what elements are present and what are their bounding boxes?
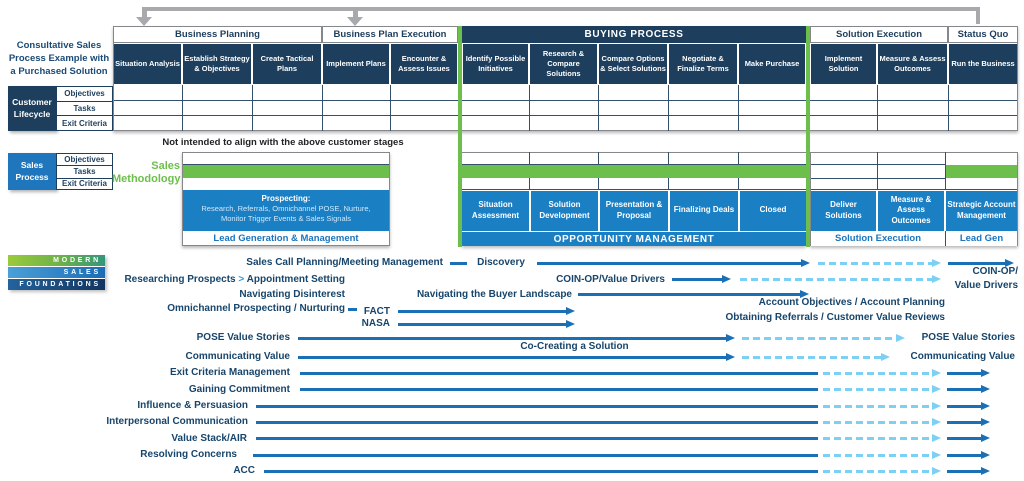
- methodology-green-band: [183, 165, 389, 178]
- arrow-line: [298, 356, 726, 359]
- arrowhead-icon: [881, 353, 890, 361]
- col-run-the-business: Run the Business: [949, 44, 1017, 84]
- label-appointment-setting: Appointment Setting: [246, 273, 345, 285]
- arrow-line: [947, 421, 981, 424]
- arrow-dashed-line: [823, 470, 932, 473]
- arrow-line: [947, 470, 981, 473]
- lead-gen-footer: Lead Gen: [946, 231, 1017, 246]
- arrow-dashed-line: [823, 421, 932, 424]
- col-divider: [322, 85, 323, 131]
- arrow-line: [947, 372, 981, 375]
- modern-sales-foundations-logo: [8, 255, 105, 290]
- arrow-line: [947, 454, 981, 457]
- label-exit-criteria-management: Exit Criteria Management: [169, 367, 290, 378]
- bracket-bar: [142, 7, 980, 11]
- cell-solution-development: Solution Development: [531, 191, 598, 231]
- label-navigating-disinterest: Navigating Disinterest: [239, 288, 345, 300]
- group-business-planning: Business Planning: [113, 26, 322, 43]
- arrow-dashed-line: [823, 437, 932, 440]
- cell-deliver-solutions: Deliver Solutions: [811, 191, 876, 231]
- bracket-arrow-down-icon: [347, 17, 363, 26]
- arrow-line: [300, 388, 818, 391]
- arrowhead-icon: [722, 275, 731, 283]
- sales-methodology-label: Sales Methodology: [112, 160, 181, 185]
- col-divider: [877, 85, 878, 131]
- label-value-stack-air: Value Stack/AIR: [171, 432, 247, 444]
- row-divider: [811, 178, 945, 179]
- col-divider: [529, 85, 530, 131]
- label-obtaining-referrals: Obtaining Referrals / Customer Value Reviews: [725, 312, 945, 323]
- arrow-dashed-line: [818, 262, 932, 265]
- col-research-compare-solutions: Research & Compare Solutions: [530, 44, 597, 84]
- col-divider: [252, 85, 253, 131]
- opportunity-management-banner: OPPORTUNITY MANAGEMENT: [462, 232, 806, 246]
- col-divider: [948, 85, 949, 131]
- lead-generation-footer: Lead Generation & Management: [183, 231, 389, 245]
- cell-strategic-account-management: Strategic Account Management: [946, 191, 1017, 231]
- group-business-plan-execution: Business Plan Execution: [322, 26, 458, 43]
- label-acc: ACC: [233, 465, 255, 476]
- arrowhead-icon: [566, 320, 575, 328]
- bracket-arrow-down-icon: [136, 17, 152, 26]
- cell-measure-assess-outcomes: Measure & Assess Outcomes: [878, 191, 944, 231]
- label-account-objectives: Account Objectives / Account Planning: [758, 297, 945, 308]
- arrow-line: [300, 372, 818, 375]
- cell-situation-assessment: Situation Assessment: [462, 191, 529, 231]
- arrow-line: [537, 262, 801, 265]
- customer-lifecycle-label: Customer Lifecycle: [12, 97, 52, 119]
- arrowhead-icon: [932, 369, 941, 377]
- col-implement-solution: Implement Solution: [811, 44, 876, 84]
- arrow-dashed-line: [742, 356, 881, 359]
- arrow-line: [256, 405, 818, 408]
- label-pose-value-stories-left: POSE Value Stories: [196, 332, 290, 343]
- arrowhead-icon: [896, 334, 905, 342]
- label-discovery: Discovery: [477, 257, 525, 268]
- methodology-green-band: [462, 165, 806, 178]
- prospecting-line1: Research, Referrals, Omnichannel POSE, Nurture,: [201, 204, 371, 213]
- arrowhead-icon: [566, 307, 575, 315]
- col-divider: [390, 85, 391, 131]
- col-implement-plans: Implement Plans: [323, 44, 389, 84]
- chevron-separator: >: [238, 273, 245, 285]
- arrow-line: [398, 323, 566, 326]
- bracket-right-vertical: [976, 7, 980, 24]
- arrowhead-icon: [932, 434, 941, 442]
- label-fact: FACT: [363, 305, 390, 317]
- prospecting-title: Prospecting:: [261, 194, 311, 203]
- logo-bar-sales: SALES: [8, 267, 105, 278]
- group-buying-process: BUYING PROCESS: [462, 26, 806, 43]
- col-create-tactical-plans: Create Tactical Plans: [253, 44, 321, 84]
- group-status-quo: Status Quo: [948, 26, 1018, 43]
- arrowhead-icon: [981, 418, 990, 426]
- arrow-line: [450, 262, 467, 265]
- col-establish-strategy: Establish Strategy & Objectives: [183, 44, 251, 84]
- arrowhead-icon: [932, 385, 941, 393]
- arrow-dashed-line: [823, 372, 932, 375]
- arrow-line: [947, 405, 981, 408]
- col-divider: [738, 85, 739, 131]
- row-divider: [114, 100, 1017, 101]
- col-measure-assess-outcomes: Measure & Assess Outcomes: [878, 44, 947, 84]
- label-pose-value-stories-right: POSE Value Stories: [921, 332, 1015, 343]
- logo-bar-modern: MODERN: [8, 255, 105, 266]
- sales-process-row-tasks: Tasks: [56, 165, 113, 178]
- col-divider: [598, 85, 599, 131]
- label-co-creating-solution: Co-Creating a Solution: [520, 341, 629, 352]
- label-coin-op-right-line2: Value Drivers: [954, 280, 1018, 291]
- arrow-dashed-line: [823, 405, 932, 408]
- arrow-line: [253, 454, 818, 457]
- label-communicating-value-right: Communicating Value: [910, 351, 1015, 362]
- lifecycle-row-exit-criteria: Exit Criteria: [56, 115, 113, 131]
- label-influence-persuasion: Influence & Persuasion: [137, 400, 248, 411]
- arrow-line: [264, 470, 818, 473]
- lifecycle-row-tasks: Tasks: [56, 101, 113, 117]
- cell-presentation-proposal: Presentation & Proposal: [600, 191, 668, 231]
- sales-process-label: Sales Process: [15, 160, 49, 182]
- arrow-line: [256, 421, 818, 424]
- arrowhead-icon: [726, 334, 735, 342]
- arrow-line: [398, 310, 566, 313]
- arrow-line: [256, 437, 818, 440]
- arrowhead-icon: [932, 467, 941, 475]
- page-title: Consultative Sales Process Example with a Purchased Solution: [8, 40, 110, 77]
- col-situation-analysis: Situation Analysis: [114, 44, 181, 84]
- arrowhead-icon: [981, 467, 990, 475]
- label-researching-prospects-pre: Researching Prospects: [124, 273, 236, 285]
- label-sales-call-planning: Sales Call Planning/Meeting Management: [246, 257, 443, 268]
- label-researching-prospects: [120, 274, 345, 286]
- label-coin-op-value-drivers: COIN-OP/Value Drivers: [556, 273, 665, 285]
- label-omnichannel-prospecting: Omnichannel Prospecting / Nurturing: [167, 303, 345, 314]
- col-make-purchase: Make Purchase: [739, 44, 805, 84]
- label-communicating-value-left: Communicating Value: [185, 351, 290, 362]
- logo-bar-foundations: FOUNDATIONS: [8, 279, 105, 290]
- arrow-dashed-line: [823, 388, 932, 391]
- row-divider: [811, 164, 945, 165]
- sales-process-row-objectives: Objectives: [56, 153, 113, 166]
- col-encounter-assess-issues: Encounter & Assess Issues: [391, 44, 457, 84]
- arrowhead-icon: [981, 451, 990, 459]
- col-divider: [668, 85, 669, 131]
- col-divider: [182, 85, 183, 131]
- label-nasa: NASA: [361, 318, 390, 329]
- arrowhead-icon: [981, 385, 990, 393]
- arrow-line: [578, 293, 800, 296]
- group-solution-execution: Solution Execution: [810, 26, 948, 43]
- arrowhead-icon: [932, 451, 941, 459]
- col-negotiate-finalize-terms: Negotiate & Finalize Terms: [669, 44, 737, 84]
- arrow-line: [947, 388, 981, 391]
- arrow-dashed-line: [742, 337, 896, 340]
- solution-execution-footer: Solution Execution: [811, 231, 945, 246]
- arrowhead-icon: [932, 418, 941, 426]
- arrow-line: [672, 278, 722, 281]
- row-divider: [114, 115, 1017, 116]
- arrow-line: [948, 262, 1005, 265]
- arrowhead-icon: [981, 369, 990, 377]
- alignment-note: Not intended to align with the above customer stages: [162, 137, 404, 148]
- label-gaining-commitment: Gaining Commitment: [188, 383, 290, 395]
- col-divider: [877, 152, 878, 190]
- cell-finalizing-deals: Finalizing Deals: [670, 191, 738, 231]
- sales-process-row-exit-criteria: Exit Criteria: [56, 178, 113, 191]
- arrowhead-icon: [932, 402, 941, 410]
- customer-lifecycle-header: [8, 86, 56, 131]
- label-resolving-concerns: Resolving Concerns: [140, 449, 237, 460]
- label-interpersonal-communication: Interpersonal Communication: [106, 416, 248, 427]
- buying-process-left-border: [458, 26, 462, 247]
- prospecting-line2: Monitor Trigger Events & Sales Signals: [220, 213, 352, 223]
- arrowhead-icon: [801, 259, 810, 267]
- sales-process-header: [8, 153, 56, 190]
- methodology-green-band: [946, 165, 1017, 178]
- col-identify-possible-initiatives: Identify Possible Initiatives: [463, 44, 528, 84]
- arrowhead-icon: [981, 402, 990, 410]
- col-compare-options-select: Compare Options & Select Solutions: [599, 44, 667, 84]
- cell-closed: Closed: [740, 191, 806, 231]
- buying-process-right-border: [806, 26, 810, 247]
- prospecting-cell: [183, 190, 389, 231]
- arrow-dashed-line: [823, 454, 932, 457]
- arrowhead-icon: [726, 353, 735, 361]
- label-navigating-buyer-landscape: Navigating the Buyer Landscape: [416, 288, 572, 300]
- arrow-line: [947, 437, 981, 440]
- lifecycle-row-objectives: Objectives: [56, 86, 113, 102]
- arrow-dashed-line: [740, 278, 932, 281]
- arrowhead-icon: [981, 434, 990, 442]
- arrow-line: [298, 337, 726, 340]
- label-coin-op-right-line1: COIN-OP/: [972, 266, 1018, 277]
